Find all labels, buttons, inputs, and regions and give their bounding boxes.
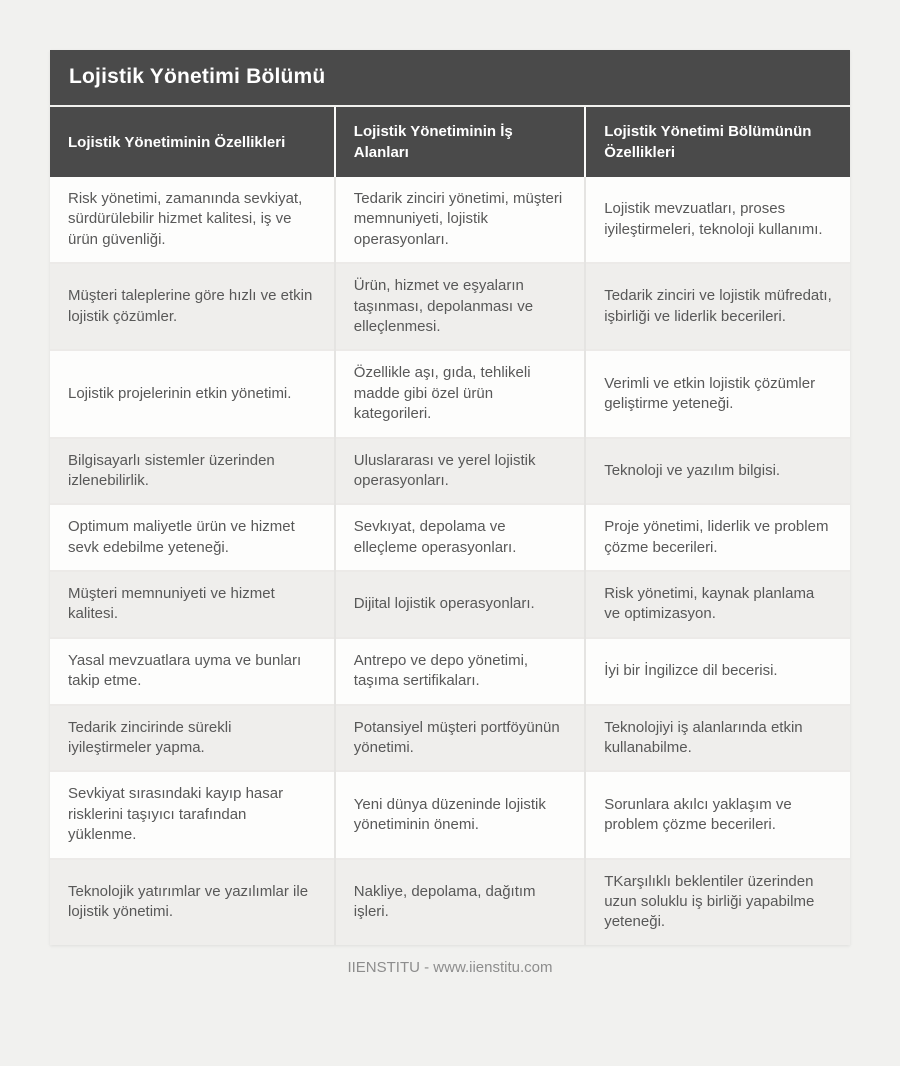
table-cell: Risk yönetimi, kaynak planlama ve optimizasyon. [585, 571, 850, 638]
table-row [50, 705, 850, 772]
table-cell: Sevkiyat sırasındaki kayıp hasar risklerini taşıyıcı tarafından yüklenme. [50, 771, 335, 858]
table-body [50, 177, 850, 945]
table-cell: Nakliye, depolama, dağıtım işleri. [335, 859, 585, 945]
column-header-management-features: Lojistik Yönetiminin Özellikleri [50, 107, 335, 177]
table-row [50, 859, 850, 945]
table-cell: Tedarik zincirinde sürekli iyileştirmeler yapma. [50, 705, 335, 772]
footer-credit: IIENSTITU - www.iienstitu.com [347, 958, 553, 976]
table-cell: Müşteri memnuniyeti ve hizmet kalitesi. [50, 571, 335, 638]
table-row [50, 638, 850, 705]
table-row [50, 771, 850, 858]
table-cell: Dijital lojistik operasyonları. [335, 571, 585, 638]
table-cell: Müşteri taleplerine göre hızlı ve etkin lojistik çözümler. [50, 263, 335, 350]
table-cell: Potansiyel müşteri portföyünün yönetimi. [335, 705, 585, 772]
table-row [50, 438, 850, 505]
table-cell: Tedarik zinciri yönetimi, müşteri memnuniyeti, lojistik operasyonları. [335, 177, 585, 263]
page-title: Lojistik Yönetimi Bölümü [50, 50, 850, 105]
table-cell: Sorunlara akılcı yaklaşım ve problem çözme becerileri. [585, 771, 850, 858]
table-cell: Teknolojik yatırımlar ve yazılımlar ile lojistik yönetimi. [50, 859, 335, 945]
table-cell: TKarşılıklı beklentiler üzerinden uzun soluklu iş birliği yapabilme yeteneği. [585, 859, 850, 945]
table-row [50, 350, 850, 437]
table-row [50, 177, 850, 263]
table-row [50, 504, 850, 571]
table-cell: Ürün, hizmet ve eşyaların taşınması, depolanması ve elleçlenmesi. [335, 263, 585, 350]
table-row [50, 571, 850, 638]
header-row [50, 107, 850, 177]
table-cell: Yeni dünya düzeninde lojistik yönetiminin önemi. [335, 771, 585, 858]
table-cell: Tedarik zinciri ve lojistik müfredatı, işbirliği ve liderlik becerileri. [585, 263, 850, 350]
table-cell: Lojistik mevzuatları, proses iyileştirmeleri, teknoloji kullanımı. [585, 177, 850, 263]
table-cell: Teknolojiyi iş alanlarında etkin kullanabilme. [585, 705, 850, 772]
table-cell: Antrepo ve depo yönetimi, taşıma sertifikaları. [335, 638, 585, 705]
table-cell: Risk yönetimi, zamanında sevkiyat, sürdürülebilir hizmet kalitesi, iş ve ürün güvenliği. [68, 190, 303, 248]
table-cell: Verimli ve etkin lojistik çözümler geliştirme yeteneği. [585, 350, 850, 437]
logistics-table [50, 107, 850, 945]
table-cell: Lojistik projelerinin etkin yönetimi. [50, 350, 335, 437]
table-cell: Özellikle aşı, gıda, tehlikeli madde gibi özel ürün kategorileri. [335, 350, 585, 437]
table-cell: Uluslararası ve yerel lojistik operasyonları. [335, 438, 585, 505]
table-cell: Optimum maliyetle ürün ve hizmet sevk edebilme yeteneği. [50, 504, 335, 571]
table-cell: Bilgisayarlı sistemler üzerinden izlenebilirlik. [50, 438, 335, 505]
table-row [50, 263, 850, 350]
table-cell: Yasal mevzuatlara uyma ve bunları takip etme. [50, 638, 335, 705]
table-cell: Teknoloji ve yazılım bilgisi. [585, 438, 850, 505]
table-cell: Proje yönetimi, liderlik ve problem çözme becerileri. [585, 504, 850, 571]
column-header-business-areas: Lojistik Yönetiminin İş Alanları [335, 107, 585, 177]
table-cell: İyi bir İngilizce dil becerisi. [585, 638, 850, 705]
table-cell: Sevkıyat, depolama ve elleçleme operasyonları. [335, 504, 585, 571]
logistics-table-card [50, 50, 850, 945]
column-header-department-features: Lojistik Yönetimi Bölümünün Özellikleri [585, 107, 850, 177]
